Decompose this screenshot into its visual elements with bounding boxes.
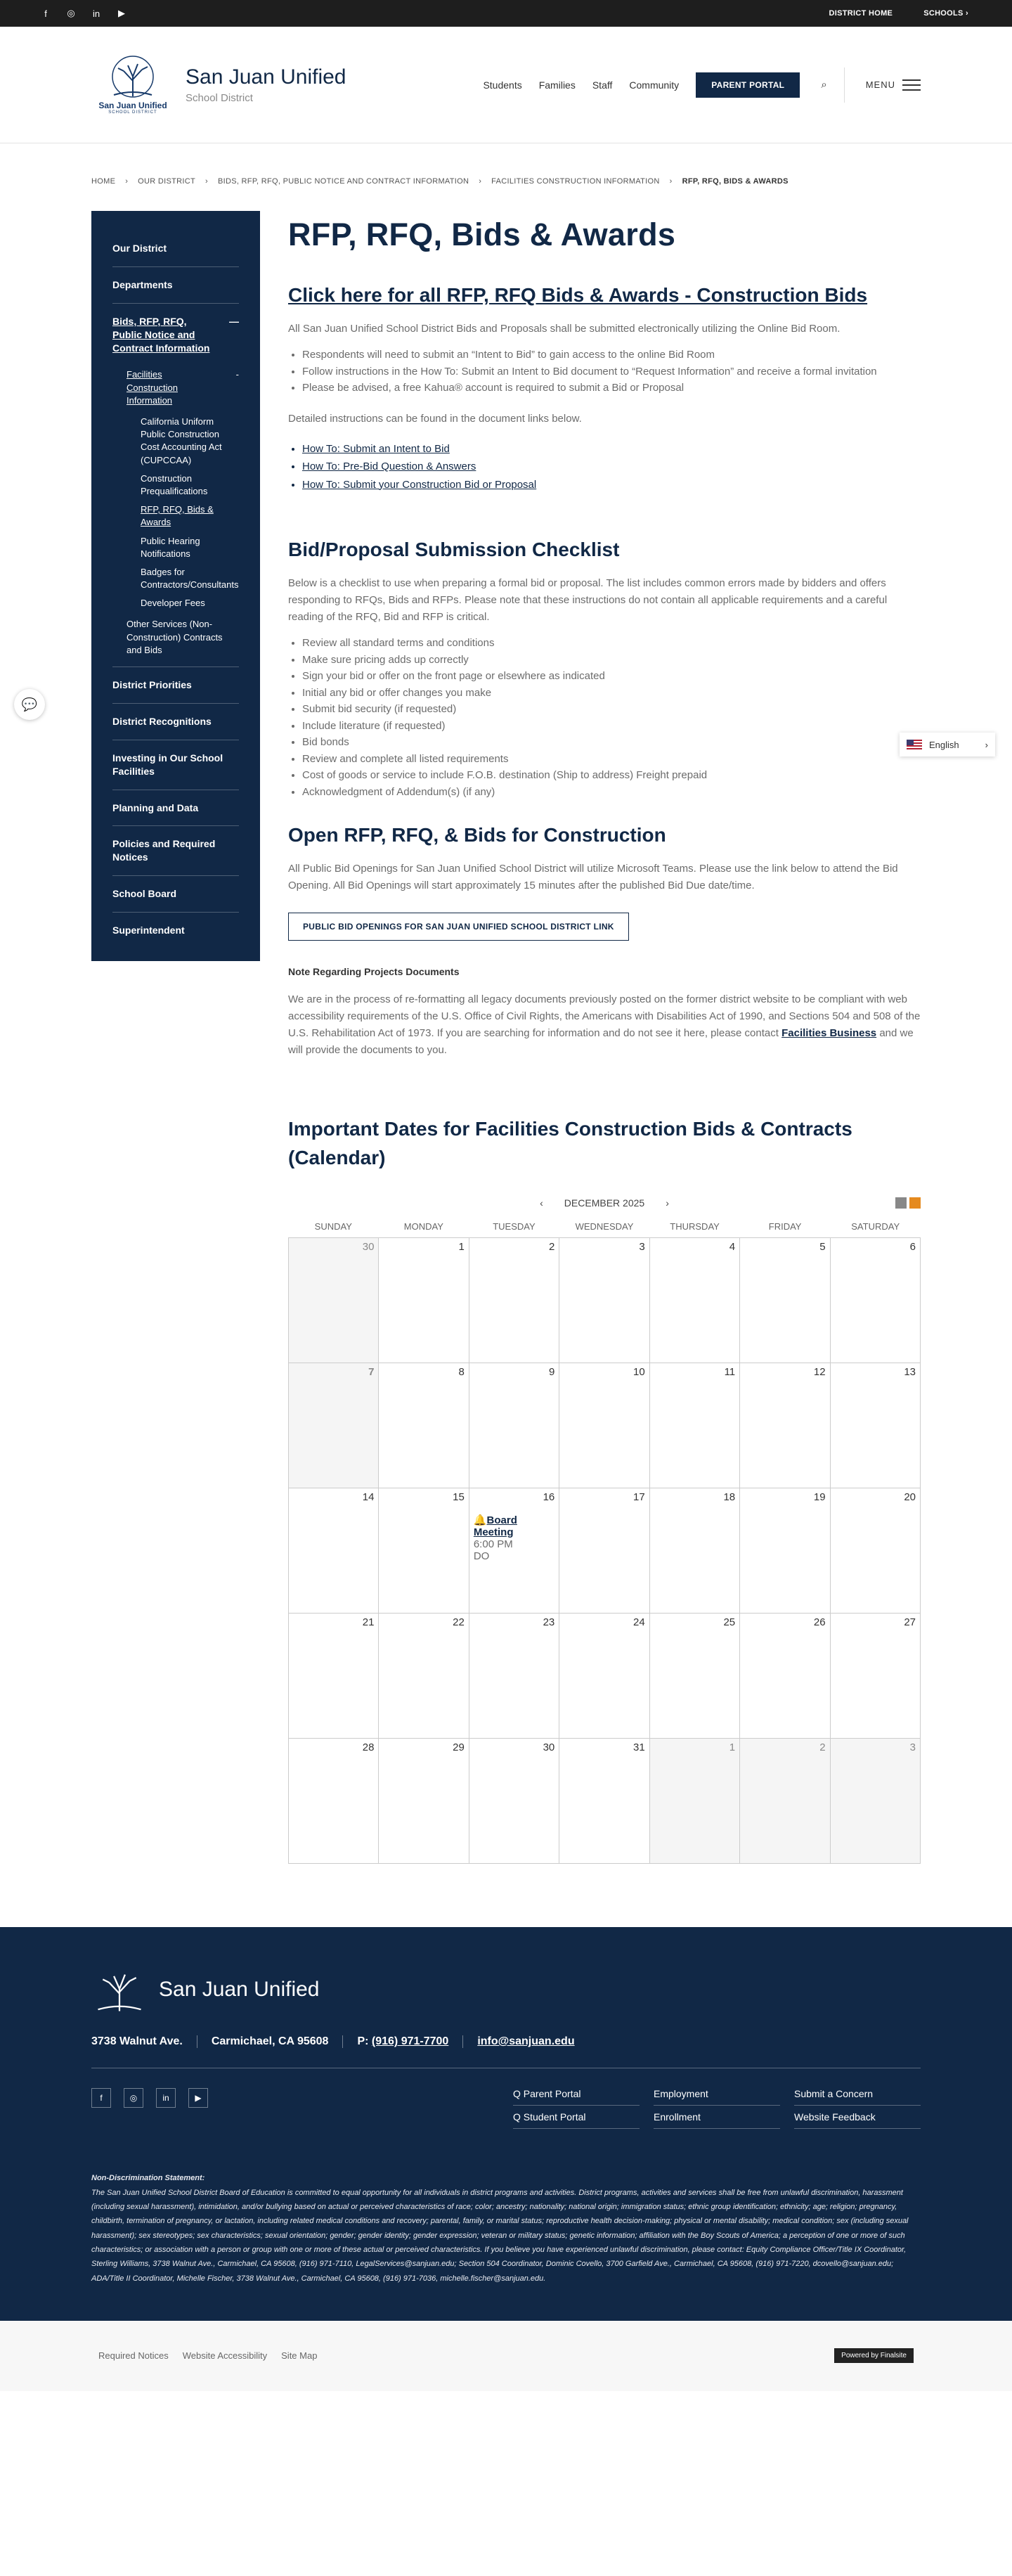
menu-button[interactable] — [844, 67, 921, 103]
sidebar-item-departments[interactable]: Departments — [112, 267, 239, 304]
calendar-day[interactable] — [559, 1238, 649, 1363]
sidebar-item-our-district[interactable]: Our District — [112, 231, 239, 267]
list-item: • Cost of goods or service to include F.O.B. destination (Ship to address) Freight prepaid — [302, 768, 921, 784]
nd-text: The San Juan Unified School District Board of Education is committed to equal opportunity for all individuals in district programs and activities. District programs, activities and services shall be free from unlawful discrimination, harassment (including sexual harassment), intimidation, and/or bullying based on actual or perceived characteristics of race; color; ancestry; nationality; national origin; immigration status; ethnic group identification; ethnicity; age; religion; pregnancy, childbirth, termination of pregnancy, or lactation, including related medical conditions and recovery; parental, family, or marital status; reproductive health decision-making; physical or mental disability; medical condition; sex (including sexual harassment); sex stereotypes; sex characteristics; sexual orientation; gender; gender identity; gender expression; veteran or military status; genetic information; affiliation with the Boy Scouts of America; a perception of one or more of such characteristics; or association with a person or group with one or more of these actual or perceived characteristics. If you believe you have experienced unlawful discrimination, please contact: Equity Compliance Officer/Title IX Coordinator, Sterling Williams, 3738 Walnut Ave., Carmichael, CA 95608, (916) 971-7110, LegalServices@sanjuan.edu; Section 504 Coordinator, Dominic Covello, 3700 Garfield Ave., Carmichael, CA 95608, (916) 971-7220, dcovello@sanjuan.edu; ADA/Title II Coordinator, Michelle Fischer, 3738 Walnut Ave., Carmichael, CA 95608, (916) 971-7036, michelle.fischer@sanjuan.edu. — [91, 2188, 909, 2283]
footer-submit-concern[interactable]: Submit a Concern — [794, 2088, 921, 2106]
day-number: 12 — [813, 1366, 826, 1379]
detailed-text: Detailed instructions can be found in the document links below. — [288, 412, 582, 425]
chevron-right-icon: › — [125, 177, 129, 186]
list-item: • Respondents will need to submit an “Intent to Bid” to gain access to the online Bid Room — [302, 347, 921, 363]
day-number: 3 — [639, 1241, 645, 1254]
day-number: 21 — [362, 1616, 375, 1629]
calendar-day[interactable] — [650, 1238, 740, 1363]
facilities-business-link[interactable]: Facilities Business — [781, 1027, 877, 1039]
site-map-link[interactable]: Site Map — [281, 2350, 318, 2362]
weekday: SATURDAY — [851, 1221, 900, 1232]
sidebar-item-cupccaa[interactable]: California Uniform Public Construction Cost Accounting Act (CUPCCAA) — [141, 416, 222, 465]
day-number: 3 — [909, 1741, 916, 1754]
powered-by-badge[interactable]: Powered by Finalsite — [834, 2348, 914, 2363]
calendar-day[interactable] — [469, 1488, 559, 1614]
day-number: 9 — [548, 1366, 555, 1379]
youtube-icon[interactable]: ▶ — [188, 2088, 208, 2108]
day-number: 11 — [724, 1366, 736, 1379]
non-discrimination-statement — [91, 2171, 921, 2286]
collapse-icon[interactable]: — — [229, 315, 239, 327]
calendar-day[interactable] — [379, 1614, 469, 1739]
sidebar-item-badges[interactable]: Badges for Contractors/Consultants — [141, 566, 239, 591]
prev-month-button[interactable]: ‹ — [540, 1197, 543, 1209]
day-number: 27 — [904, 1616, 916, 1629]
top-bar — [0, 0, 1012, 27]
nav-staff[interactable]: Staff — [592, 79, 613, 91]
breadcrumb — [0, 143, 1012, 186]
site-title[interactable]: San Juan Unified — [186, 65, 346, 89]
day-number: 10 — [633, 1366, 645, 1379]
weekday: THURSDAY — [670, 1221, 720, 1232]
calendar-day[interactable] — [469, 1739, 559, 1864]
facebook-icon[interactable]: f — [44, 8, 47, 19]
weekday: TUESDAY — [493, 1221, 536, 1232]
chevron-right-icon: › — [479, 177, 482, 186]
calendar-day[interactable] — [740, 1363, 830, 1488]
day-number: 5 — [819, 1241, 826, 1254]
note-text: We are in the process of re-formatting all legacy documents previously posted on the former district website to be compliant with web accessibility requirements of the U.S. Office of Civil Rights, the Americans with Disabilities Act of 1990, and Sections 504 and 508 of the U.S. Rehabilitation Act of 1973. If you are searching for information and do not see it here, please contact — [288, 993, 921, 1039]
list-item: • Review all standard terms and conditions — [302, 636, 921, 652]
calendar-month: DECEMBER 2025 — [564, 1197, 645, 1209]
day-number: 29 — [453, 1741, 465, 1754]
language-label: English — [929, 739, 959, 750]
district-logo[interactable] — [91, 50, 174, 120]
parent-portal-button[interactable]: PARENT PORTAL — [696, 72, 800, 98]
bell-icon: 🔔 — [473, 1514, 487, 1527]
day-number: 16 — [543, 1491, 555, 1504]
facebook-icon[interactable]: f — [91, 2088, 111, 2108]
footer-website-feedback[interactable]: Website Feedback — [794, 2111, 921, 2129]
calendar-day[interactable] — [559, 1363, 649, 1488]
required-notices-link[interactable]: Required Notices — [98, 2350, 169, 2362]
main-content — [260, 211, 921, 1864]
footer-enrollment[interactable]: Enrollment — [654, 2111, 780, 2129]
list-item: • Submit bid security (if requested) — [302, 702, 921, 718]
weekday: FRIDAY — [768, 1221, 802, 1232]
list-item: • Sign your bid or offer on the front page or elsewhere as indicated — [302, 669, 921, 685]
intro-text: All San Juan Unified School District Bids and Proposals shall be submitted electronically utilizing the Online Bid Room. — [288, 323, 841, 335]
nav-community[interactable]: Community — [629, 79, 680, 91]
list-item: • Bid bonds — [302, 735, 921, 751]
footer-email[interactable]: info@sanjuan.edu — [462, 2035, 588, 2048]
us-flag-icon — [907, 740, 922, 749]
calendar-day[interactable] — [289, 1488, 379, 1614]
day-number: 8 — [458, 1366, 465, 1379]
social-links — [41, 8, 126, 19]
calendar-day[interactable] — [650, 1739, 740, 1864]
youtube-icon[interactable]: ▶ — [118, 8, 125, 18]
list-item: • Acknowledgment of Addendum(s) (if any) — [302, 785, 921, 801]
bid-openings-button[interactable]: PUBLIC BID OPENINGS FOR SAN JUAN UNIFIED SCHOOL DISTRICT LINK — [288, 913, 629, 941]
list-item: • Please be advised, a free Kahua® account is required to submit a Bid or Proposal — [302, 380, 921, 397]
day-number: 30 — [543, 1741, 555, 1754]
calendar-day[interactable] — [740, 1614, 830, 1739]
calendar-day[interactable] — [831, 1488, 921, 1614]
calendar-day[interactable] — [559, 1739, 649, 1864]
footer-phone[interactable]: (916) 971-7700 — [371, 2035, 449, 2048]
calendar-day[interactable] — [559, 1614, 649, 1739]
day-number: 4 — [729, 1241, 736, 1254]
day-number: 20 — [904, 1491, 916, 1504]
calendar-day[interactable] — [831, 1614, 921, 1739]
sidebar-item-planning[interactable]: Planning and Data — [112, 790, 239, 827]
calendar-day[interactable] — [379, 1363, 469, 1488]
checklist-intro: Below is a checklist to use when preparing a formal bid or proposal. The list includes common errors made by bidders and offers responding to RFQs, Bids and RFPs. Please note that these instructions do not contain all applicable requirements and a careful reading of the RFQ, Bid and RFP is critical. — [288, 577, 888, 623]
calendar-day[interactable] — [740, 1739, 830, 1864]
day-number: 18 — [723, 1491, 736, 1504]
day-number: 30 — [362, 1241, 375, 1254]
document-links — [302, 440, 921, 494]
calendar-nav — [288, 1197, 921, 1209]
day-number: 1 — [729, 1741, 736, 1754]
footer-student-portal[interactable]: Q Student Portal — [513, 2111, 640, 2129]
day-number: 7 — [368, 1366, 375, 1379]
open-bids-text: All Public Bid Openings for San Juan Unified School District will utilize Microsoft Teams. Please use the link below to attend the Bid Opening. All Bid Openings will start approximately 15 minutes after the published Bid Due date/time. — [288, 863, 898, 891]
day-number: 13 — [904, 1366, 916, 1379]
day-number: 22 — [453, 1616, 465, 1629]
calendar-day[interactable] — [650, 1363, 740, 1488]
calendar-day[interactable] — [740, 1238, 830, 1363]
breadcrumb-current: RFP, RFQ, BIDS & AWARDS — [682, 177, 789, 186]
doc-link-qa[interactable]: • How To: Pre-Bid Question & Answers — [302, 458, 921, 476]
calendar-day[interactable] — [469, 1363, 559, 1488]
footer-contact — [91, 2035, 921, 2048]
sidebar-item-public-hearing[interactable]: Public Hearing Notifications — [141, 535, 200, 559]
calendar-day[interactable] — [469, 1238, 559, 1363]
checklist — [302, 636, 921, 800]
note-end: and we will provide the documents to you. — [288, 1027, 914, 1056]
instagram-icon[interactable]: ◎ — [124, 2088, 143, 2108]
footer-links — [513, 2088, 921, 2129]
list-item: • Include literature (if requested) — [302, 719, 921, 735]
footer-address-city: Carmichael, CA 95608 — [197, 2035, 343, 2048]
logo-text: San Juan Unified — [98, 100, 167, 110]
menu-label: MENU — [865, 79, 895, 90]
day-number: 31 — [633, 1741, 645, 1754]
day-number: 26 — [813, 1616, 826, 1629]
calendar-day[interactable] — [379, 1238, 469, 1363]
calendar-grid — [288, 1237, 921, 1864]
doc-link-submit[interactable]: • How To: Submit your Construction Bid or Proposal — [302, 476, 921, 494]
event-name[interactable]: Board Meeting — [473, 1514, 517, 1539]
calendar-day[interactable] — [289, 1363, 379, 1488]
day-number: 6 — [909, 1241, 916, 1254]
subscribe-icon[interactable] — [909, 1197, 921, 1209]
main-nav — [483, 67, 921, 103]
day-number: 23 — [543, 1616, 555, 1629]
day-number: 2 — [819, 1741, 826, 1754]
calendar-day[interactable] — [289, 1739, 379, 1864]
linkedin-icon[interactable]: in — [92, 8, 100, 19]
sidebar-item-rfp-current[interactable]: RFP, RFQ, Bids & Awards — [141, 504, 214, 528]
chat-button[interactable] — [14, 689, 45, 720]
day-number: 19 — [813, 1491, 826, 1504]
list-item: • Make sure pricing adds up correctly — [302, 652, 921, 669]
language-selector[interactable] — [900, 733, 995, 756]
weekday: WEDNESDAY — [575, 1221, 634, 1232]
nd-title: Non-Discrimination Statement: — [91, 2174, 205, 2183]
breadcrumb-home[interactable]: HOME — [91, 177, 116, 186]
chevron-right-icon: › — [205, 177, 208, 186]
sidebar-item-other-services[interactable]: Other Services (Non-Construction) Contracts and Bids — [112, 615, 239, 667]
breadcrumb-bids[interactable]: BIDS, RFP, RFQ, PUBLIC NOTICE AND CONTRACT INFORMATION — [217, 177, 469, 186]
open-bids-title: Open RFP, RFQ, & Bids for Construction — [288, 824, 666, 846]
sidebar-item-developer-fees[interactable]: Developer Fees — [141, 598, 205, 609]
day-number: 14 — [362, 1491, 375, 1504]
footer-name: San Juan Unified — [159, 1978, 320, 2002]
sidebar-item-school-board[interactable]: School Board — [112, 876, 239, 913]
sidebar-item-policies[interactable]: Policies and Required Notices — [112, 826, 239, 876]
weekday: SUNDAY — [314, 1221, 352, 1232]
note-title: Note Regarding Projects Documents — [288, 966, 460, 977]
calendar-day[interactable] — [469, 1614, 559, 1739]
nav-students[interactable]: Students — [483, 79, 522, 91]
sidebar-item-investing[interactable]: Investing in Our School Facilities — [112, 740, 239, 790]
calendar-day[interactable] — [650, 1488, 740, 1614]
accessibility-link[interactable]: Website Accessibility — [182, 2350, 268, 2362]
checklist-title: Bid/Proposal Submission Checklist — [288, 539, 620, 560]
site-subtitle: School District — [186, 92, 253, 104]
day-number: 25 — [723, 1616, 736, 1629]
sidebar-item-recognitions[interactable]: District Recognitions — [112, 704, 239, 740]
footer-address-street: 3738 Walnut Ave. — [91, 2035, 183, 2048]
sidebar-item-facilities[interactable]: Facilities Construction Information — [126, 369, 178, 406]
footer-tree-icon — [91, 1965, 148, 2014]
day-number: 24 — [633, 1616, 645, 1629]
calendar-title: Important Dates for Facilities Construction Bids & Contracts (Calendar) — [288, 1118, 852, 1168]
district-home-link[interactable]: DISTRICT HOME — [829, 9, 893, 18]
calendar-day[interactable] — [559, 1488, 649, 1614]
sidebar-nav — [91, 211, 260, 961]
next-month-button[interactable]: › — [666, 1197, 669, 1209]
list-item: • Initial any bid or offer changes you make — [302, 685, 921, 702]
construction-bids-link[interactable]: Click here for all RFP, RFQ Bids & Awards - Construction Bids — [288, 284, 868, 306]
linkedin-icon[interactable]: in — [156, 2088, 176, 2108]
tree-icon — [108, 56, 157, 99]
sidebar-item-bids[interactable]: Bids, RFP, RFQ, Public Notice and Contract Information — [112, 315, 210, 354]
calendar-day[interactable] — [740, 1488, 830, 1614]
search-icon[interactable]: ⌕ — [821, 79, 827, 91]
instagram-icon[interactable]: ◎ — [67, 8, 75, 18]
event-time: 6:00 PM — [473, 1538, 513, 1551]
weekday: MONDAY — [403, 1221, 443, 1232]
footer-parent-portal[interactable]: Q Parent Portal — [513, 2088, 640, 2106]
calendar-event[interactable] — [474, 1514, 554, 1562]
chat-icon: 💬 — [21, 697, 38, 711]
page-title: RFP, RFQ, Bids & Awards — [288, 217, 676, 252]
rss-icon[interactable] — [895, 1197, 907, 1209]
hamburger-icon — [902, 79, 921, 91]
calendar-day[interactable] — [289, 1614, 379, 1739]
site-header — [0, 27, 1012, 143]
day-number: 15 — [453, 1491, 465, 1504]
day-number: 2 — [548, 1241, 555, 1254]
calendar-weekdays — [288, 1221, 921, 1237]
breadcrumb-facilities[interactable]: FACILITIES CONSTRUCTION INFORMATION — [491, 177, 660, 186]
sidebar-item-superintendent[interactable]: Superintendent — [112, 925, 185, 936]
list-item: • Review and complete all listed requirements — [302, 752, 921, 768]
sidebar-item-priorities[interactable]: District Priorities — [112, 667, 239, 704]
day-number: 1 — [458, 1241, 465, 1254]
footer-social — [91, 2088, 208, 2129]
calendar-day[interactable] — [831, 1238, 921, 1363]
collapse-icon[interactable]: - — [235, 369, 239, 380]
phone-label: P: — [357, 2035, 369, 2048]
calendar-day[interactable] — [831, 1739, 921, 1864]
site-footer — [0, 1927, 1012, 2321]
nav-families[interactable]: Families — [538, 79, 576, 91]
footer-employment[interactable]: Employment — [654, 2088, 780, 2106]
breadcrumb-our-district[interactable]: OUR DISTRICT — [138, 177, 195, 186]
calendar-day[interactable] — [650, 1614, 740, 1739]
calendar-day[interactable] — [379, 1488, 469, 1614]
event-location: DO — [473, 1550, 490, 1563]
bottom-bar — [0, 2321, 1012, 2391]
day-number: 17 — [633, 1491, 645, 1504]
schools-dropdown[interactable]: SCHOOLS › — [923, 9, 968, 18]
doc-link-intent[interactable]: • How To: Submit an Intent to Bid — [302, 440, 921, 458]
calendar-day[interactable] — [379, 1739, 469, 1864]
logo-subtext: SCHOOL DISTRICT — [108, 110, 157, 115]
day-number: 28 — [362, 1741, 375, 1754]
instruction-list — [302, 347, 921, 397]
chevron-right-icon: › — [669, 177, 673, 186]
list-item: • Follow instructions in the How To: Submit an Intent to Bid document to “Request Information” and receive a formal invitation — [302, 364, 921, 380]
calendar-day[interactable] — [289, 1238, 379, 1363]
sidebar-item-prequalifications[interactable]: Construction Prequalifications — [141, 472, 208, 496]
calendar-day[interactable] — [831, 1363, 921, 1488]
chevron-right-icon: › — [985, 739, 988, 750]
